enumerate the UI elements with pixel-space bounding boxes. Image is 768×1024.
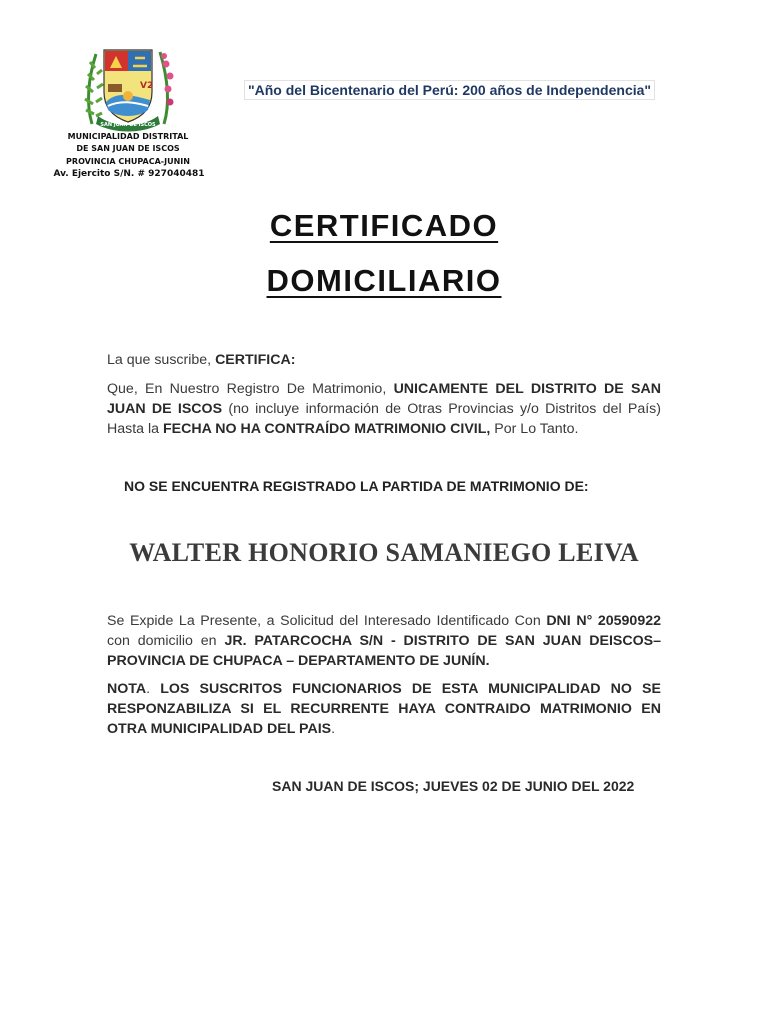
issuance-paragraph: Se Expide La Presente, a Solicitud del Interesado Identificado Con DNI N° 20590922 con domicilio en JR. PATARCOCHA S/N - DISTRITO DE SAN JUAN DEISCOS– PROVINCIA DE CHUPACA – DEPARTAMENTO DE JUNÍN. — [107, 613, 661, 669]
municipal-crest-logo — [78, 44, 178, 132]
person-name: WALTER HONORIO SAMANIEGO LEIVA — [129, 538, 639, 567]
municipality-name-line-1: MUNICIPALIDAD DISTRITAL — [67, 132, 189, 141]
document-title-line-1: CERTIFICADO — [269, 208, 499, 243]
registry-paragraph: Que, En Nuestro Registro De Matrimonio, UNICAMENTE DEL DISTRITO DE SAN JUAN DE ISCOS (no incluye información de Otras Provincias y/o Distritos del País) Hasta la FECHA NO HA CONTRAÍDO MATRIMONIO CIVIL, Por Lo Tanto. — [107, 381, 661, 437]
not-registered-statement: NO SE ENCUENTRA REGISTRADO LA PARTIDA DE MATRIMONIO DE: — [124, 478, 589, 494]
intro-paragraph: La que suscribe, CERTIFICA: — [107, 352, 296, 368]
svg-text:V2: V2 — [140, 81, 154, 91]
municipality-address: Av. Ejercito S/N. # 927040481 — [53, 169, 205, 179]
municipality-name-line-2: DE SAN JUAN DE ISCOS — [76, 144, 180, 153]
place-and-date: SAN JUAN DE ISCOS; JUEVES 02 DE JUNIO DEL 2022 — [272, 778, 635, 794]
document-title-line-2: DOMICILIARIO — [266, 263, 502, 298]
year-motto: "Año del Bicentenario del Perú: 200 años de Independencia" — [244, 80, 655, 100]
crest-ribbon-text: SAN JUAN DE ISCOS — [100, 122, 156, 128]
note-paragraph: NOTA. LOS SUSCRITOS FUNCIONARIOS DE ESTA MUNICIPALIDAD NO SE RESPONZABILIZA SI EL RECURRENTE HAYA CONTRAIDO MATRIMONIO EN OTRA MUNICIPALIDAD DEL PAIS. — [107, 681, 661, 737]
municipality-name-line-3: PROVINCIA CHUPACA-JUNIN — [66, 157, 190, 166]
